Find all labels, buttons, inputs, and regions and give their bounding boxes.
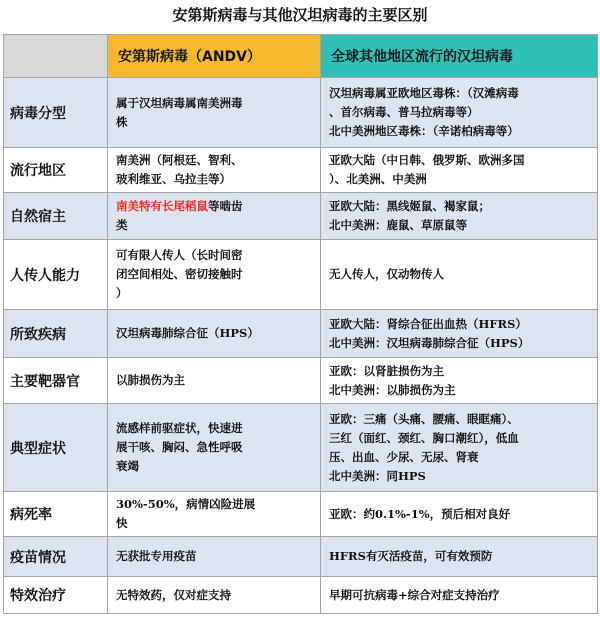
andv-cell <box>108 193 321 240</box>
cell-line: 玻利维亚、乌拉圭等） <box>116 172 231 186</box>
row-category: 流行地区 <box>4 148 108 193</box>
table-row <box>4 404 598 492</box>
row-category: 疫苗情况 <box>4 537 108 577</box>
cell-line: 株 <box>116 114 128 129</box>
other-cell <box>321 193 598 240</box>
other-cell <box>321 492 598 537</box>
table-row <box>4 78 598 148</box>
cell-line: 亚欧大陆：黑线姬鼠、褐家鼠； <box>329 199 490 213</box>
andv-cell <box>108 78 321 148</box>
andv-cell <box>108 537 321 577</box>
cell-line: 压、出血、少尿、无尿、肾衰 <box>329 449 479 464</box>
table-row <box>4 537 598 577</box>
cell-line: 类 <box>116 218 128 232</box>
cell-line: ）、北美洲、中美洲 <box>329 172 427 186</box>
row-category: 人传人能力 <box>4 240 108 310</box>
row-category: 特效治疗 <box>4 577 108 614</box>
cell-line: 亚欧：三痛（头痛、腰痛、眼眶痛）、 <box>329 411 519 426</box>
row-category: 病毒分型 <box>4 78 108 148</box>
table-row <box>4 358 598 404</box>
andv-cell <box>108 492 321 537</box>
header-andv: 安第斯病毒（ANDV） <box>108 35 321 78</box>
row-category: 典型症状 <box>4 404 108 492</box>
cell-line: 30%-50%，病情凶险进展 <box>116 497 256 511</box>
cell-line: 无获批专用疫苗 <box>116 549 197 563</box>
other-cell <box>321 78 598 148</box>
cell-line: 展干咳、胸闷、急性呼吸 <box>116 440 243 454</box>
other-cell <box>321 240 598 310</box>
andv-cell <box>108 310 321 358</box>
cell-line: 北中美洲：以肺损伤为主 <box>329 382 456 397</box>
cell-line: 亚欧：以肾脏损伤为主 <box>329 363 444 378</box>
cell-line: 属于汉坦病毒属南美洲毒 <box>116 95 243 110</box>
table-row <box>4 240 598 310</box>
header-other-hantavirus: 全球其他地区流行的汉坦病毒 <box>321 35 598 78</box>
andv-cell <box>108 358 321 404</box>
andv-cell <box>108 577 321 614</box>
other-cell <box>321 404 598 492</box>
table-row <box>4 148 598 193</box>
other-cell <box>321 310 598 358</box>
cell-line: 、首尔病毒、普马拉病毒等） <box>329 105 479 119</box>
other-cell <box>321 537 598 577</box>
cell-line: 汉坦病毒属亚欧地区毒株：（汉滩病毒 <box>329 86 519 100</box>
header-row <box>4 35 598 78</box>
cell-line: 北中美洲：汉坦病毒肺综合征（HPS） <box>329 335 530 350</box>
table-row <box>4 310 598 358</box>
header-corner <box>4 35 108 78</box>
other-cell <box>321 358 598 404</box>
cell-line: 北中美洲地区毒株：（辛诺柏病毒等） <box>329 124 519 138</box>
comparison-table <box>3 34 598 614</box>
cell-line <box>116 197 312 216</box>
andv-cell <box>108 148 321 193</box>
table-row <box>4 577 598 614</box>
cell-line: 三红（面红、颈红、胸口潮红），低血 <box>329 430 519 445</box>
cell-line: 闭空间相处、密切接触时 <box>116 267 243 281</box>
cell-line: 衰竭 <box>116 459 139 473</box>
row-category: 所致疾病 <box>4 310 108 358</box>
cell-line: 快 <box>116 516 128 530</box>
andv-cell <box>108 404 321 492</box>
table-row <box>4 193 598 240</box>
page-title: 安第斯病毒与其他汉坦病毒的主要区别 <box>172 6 428 24</box>
cell-line: 可有限人传人（长时间密 <box>116 248 243 262</box>
cell-line: 亚欧：约0.1%-1%，预后相对良好 <box>329 506 511 521</box>
cell-line: 流感样前驱症状，快速进 <box>116 421 243 435</box>
highlight-text: 南美特有长尾稻鼠 <box>116 199 208 213</box>
row-category: 病死率 <box>4 492 108 537</box>
other-cell <box>321 577 598 614</box>
row-category: 自然宿主 <box>4 193 108 240</box>
cell-line: ） <box>116 286 128 300</box>
other-cell <box>321 148 598 193</box>
cell-line: 亚欧大陆：肾综合征出血热（HFRS） <box>329 316 527 331</box>
cell-line: 汉坦病毒肺综合征（HPS） <box>116 326 259 340</box>
cell-line: HFRS有灭活疫苗，可有效预防 <box>329 549 493 563</box>
cell-line: 无人传人，仅动物传人 <box>329 267 444 281</box>
cell-line: 早期可抗病毒+综合对症支持治疗 <box>329 587 500 602</box>
cell-line: 亚欧大陆（中日韩、俄罗斯、欧洲多国 <box>329 153 525 167</box>
table-row <box>4 492 598 537</box>
row-category: 主要靶器官 <box>4 358 108 404</box>
cell-line: 北中美洲：同HPS <box>329 468 426 483</box>
cell-line: 无特效药，仅对症支持 <box>116 587 231 602</box>
cell-line: 以肺损伤为主 <box>116 373 185 387</box>
andv-cell <box>108 240 321 310</box>
cell-line: 北中美洲：鹿鼠、草原鼠等 <box>329 218 467 232</box>
cell-text: 等啮齿 <box>208 199 243 213</box>
cell-line: 南美洲（阿根廷、智利、 <box>116 153 243 167</box>
